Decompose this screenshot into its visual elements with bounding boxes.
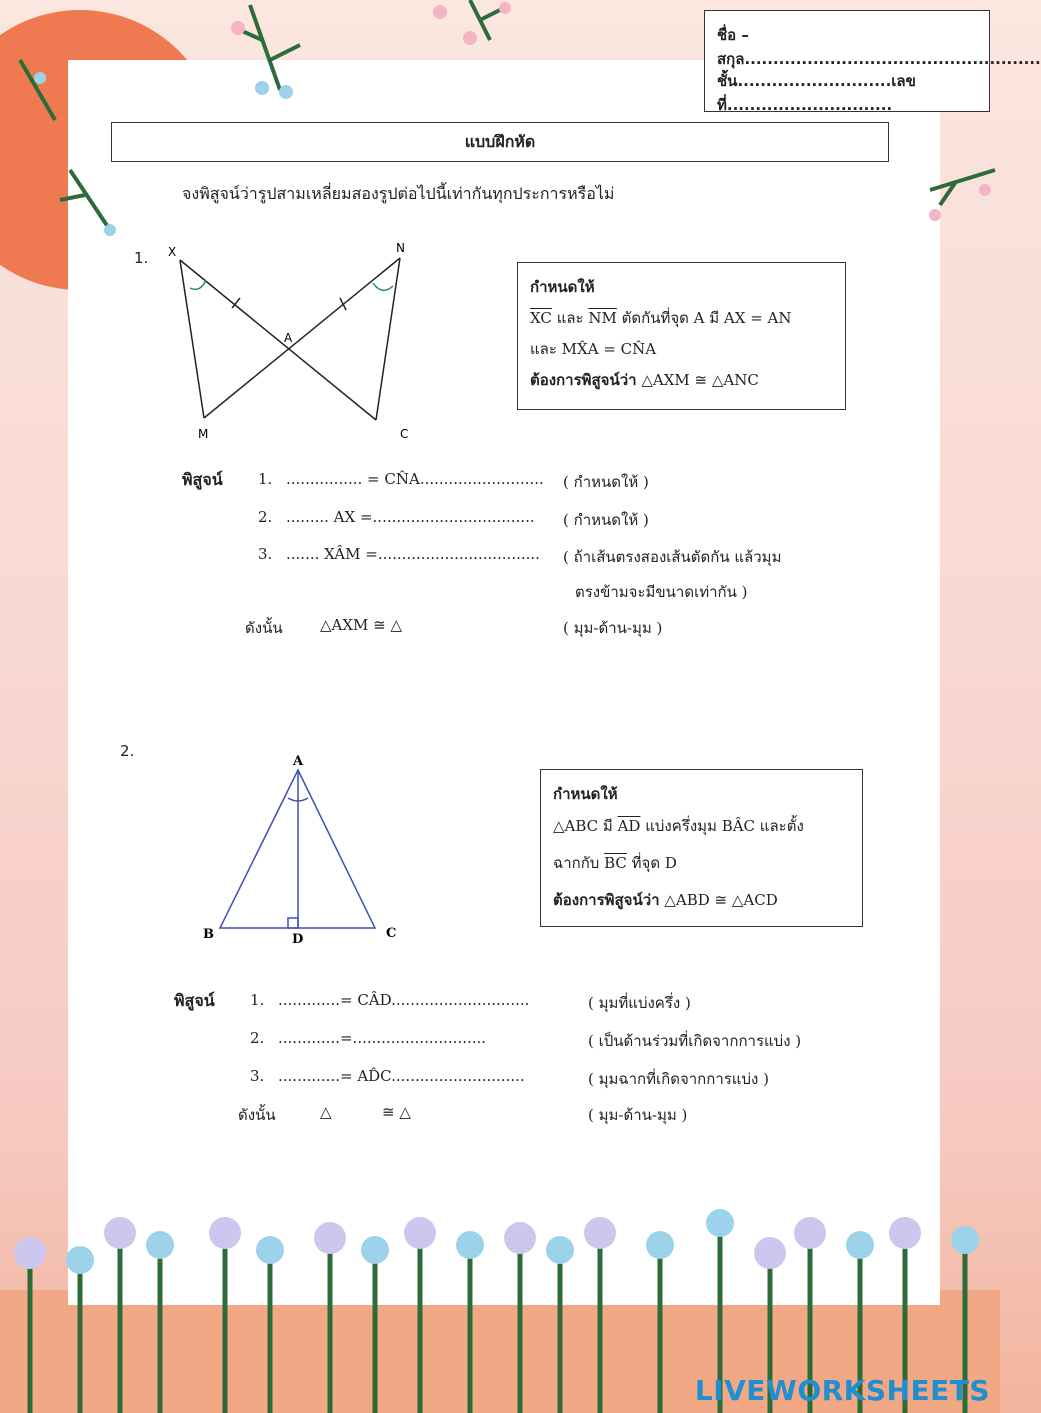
label-x: X (168, 245, 177, 259)
q2-conclusion-triangle2[interactable]: ≅ △ (382, 1103, 411, 1121)
q1-given-line2: และ MX̂A = CN̂A (530, 340, 657, 358)
q2-conclusion-triangle1[interactable]: △ (320, 1103, 332, 1121)
right-angle-mark (288, 918, 298, 928)
q2-given-line2-pre: ฉากกับ (553, 854, 600, 872)
tick-an (340, 298, 346, 310)
label-d: D (292, 932, 304, 947)
q1-step2-num: 2. (258, 508, 273, 526)
name-label: ชื่อ – สกุล (717, 26, 749, 68)
class-label: ชั้น (717, 72, 738, 90)
segment-xm (180, 260, 204, 418)
q1-number: 1. (134, 249, 149, 267)
q1-step2-reason: ( กำหนดให้ ) (563, 511, 649, 529)
label-n: N (396, 241, 405, 255)
q2-seg-bc: $\overline{BC}$ (604, 854, 627, 872)
q2-conclusion-label: ดังนั้น (238, 1106, 276, 1124)
q2-step1-blank[interactable]: .............= CÂD............................. (278, 991, 530, 1009)
angle-mark-x (190, 280, 206, 289)
instruction-text: จงพิสูจน์ว่ารูปสามเหลี่ยมสองรูปต่อไปนี้เท่ากันทุกประการหรือไม่ (182, 184, 615, 203)
angle-mark-n (373, 283, 393, 290)
q2-prove-line (553, 888, 778, 912)
segment-xc (180, 260, 376, 420)
q2-step2-blank[interactable]: .............=............................ (278, 1029, 487, 1047)
q1-seg-nm: $\overline{NM}$ (588, 309, 617, 327)
q1-step1-reason: ( กำหนดให้ ) (563, 473, 649, 491)
q1-given-box (517, 262, 846, 410)
q1-step3-num: 3. (258, 545, 273, 563)
q1-seg-xc: $\overline{XC}$ (530, 309, 552, 327)
q1-conclusion[interactable]: △AXM ≅ △ (320, 616, 403, 634)
q2-seg-ad: $\overline{AD}$ (617, 817, 641, 835)
q1-given-line1-rest: ตัดกันที่จุด A มี AX = AN (621, 309, 792, 327)
q2-given-line1 (553, 814, 804, 838)
label-c: C (386, 926, 397, 941)
segment-nm (204, 258, 400, 418)
q1-step1-blank[interactable]: ................ = CN̂A.......................... (286, 470, 544, 488)
q1-prove-line (530, 368, 759, 392)
q2-given-box (540, 769, 863, 927)
q1-prove-statement: △AXM ≅ △ANC (641, 371, 759, 389)
q1-step3-reason: ( ถ้าเส้นตรงสองเส้นตัดกัน แล้วมุม (563, 548, 782, 566)
student-info-box (704, 10, 1041, 114)
q1-conclusion-label: ดังนั้น (245, 619, 283, 637)
q2-step3-blank[interactable]: .............= AD̂C............................ (278, 1067, 525, 1085)
q2-prove-label: ต้องการพิสูจน์ว่า (553, 891, 660, 909)
liveworksheets-logo[interactable]: LIVEWORKSHEETS (694, 1374, 990, 1407)
q1-and: และ (556, 309, 584, 327)
number-label: เลขที่ (717, 72, 916, 114)
segment-nc (376, 258, 400, 420)
q2-given-line2-post: ที่จุด D (631, 854, 677, 872)
q1-given-line1 (530, 306, 792, 330)
q1-proof-label: พิสูจน์ (182, 470, 223, 489)
label-a: A (293, 754, 304, 769)
q1-step1-num: 1. (258, 470, 273, 488)
q2-given-line2 (553, 851, 677, 875)
q2-conclusion-reason: ( มุม-ด้าน-มุม ) (588, 1106, 688, 1124)
q2-step3-num: 3. (250, 1067, 265, 1085)
q2-given-line1-mid: แบ่งครึ่งมุม BÂC และตั้ง (645, 817, 804, 835)
q2-prove-statement: △ABD ≅ △ACD (664, 891, 778, 909)
q1-figure (160, 238, 430, 448)
worksheet-title: แบบฝึกหัด (111, 122, 889, 162)
label-b: B (203, 927, 214, 942)
q2-step1-reason: ( มุมที่แบ่งครึ่ง ) (588, 994, 691, 1012)
label-a: A (284, 331, 293, 345)
q1-step2-blank[interactable]: ......... AX =.................................. (286, 508, 535, 526)
name-field[interactable]: ชื่อ – สกุล.................................................... (717, 26, 1041, 68)
q2-step1-num: 1. (250, 991, 265, 1009)
q2-given-title: กำหนดให้ (553, 785, 618, 803)
q1-conclusion-reason: ( มุม-ด้าน-มุม ) (563, 619, 663, 637)
q1-given-title: กำหนดให้ (530, 278, 595, 296)
q1-step3-blank[interactable]: ....... XÂM =.................................. (286, 545, 540, 563)
q2-step2-num: 2. (250, 1029, 265, 1047)
label-c: C (400, 427, 409, 441)
q2-proof-label: พิสูจน์ (174, 991, 215, 1010)
q2-step3-reason: ( มุมฉากที่เกิดจากการแบ่ง ) (588, 1070, 769, 1088)
q2-given-line1-pre: △ABC มี (553, 817, 613, 835)
q1-step3-reason-cont: ตรงข้ามจะมีขนาดเท่ากัน ) (575, 583, 748, 601)
q2-figure (195, 750, 415, 950)
class-number-field[interactable]: ชั้น...........................เลขที่............................. (717, 72, 916, 114)
q2-step2-reason: ( เป็นด้านร่วมที่เกิดจากการแบ่ง ) (588, 1032, 802, 1050)
q1-prove-label: ต้องการพิสูจน์ว่า (530, 371, 637, 389)
label-m: M (198, 427, 209, 441)
q2-number: 2. (120, 742, 135, 760)
